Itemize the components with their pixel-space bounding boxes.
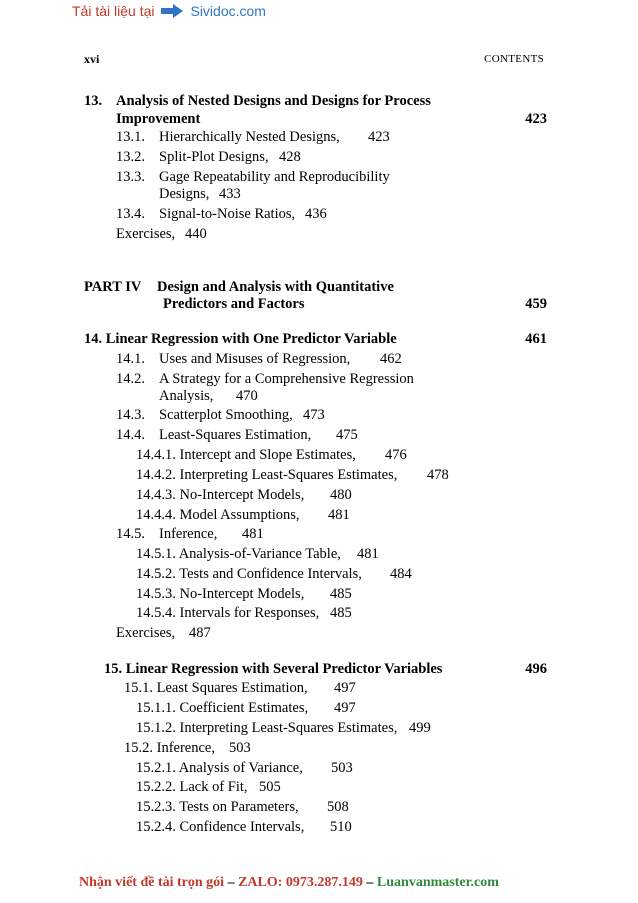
section-13-3-title-line1: Gage Repeatability and Reproducibility — [159, 169, 390, 185]
section-14-2-number: 14.2. — [116, 371, 145, 387]
footer-site-link[interactable]: Luanvanmaster.com — [376, 875, 499, 890]
part-4-label: PART IV — [84, 279, 142, 295]
section-13-1-number: 13.1. — [116, 129, 145, 145]
section-13-2-number: 13.2. — [116, 149, 145, 165]
subsection-15-1-1-page: 497 — [334, 700, 356, 716]
chapter-13-exercises-page: 440 — [185, 226, 207, 242]
chapter-14-title: 14. Linear Regression with One Predictor Variable — [84, 331, 397, 347]
chapter-14-page: 461 — [525, 331, 547, 347]
subsection-14-5-2: 14.5.2. Tests and Confidence Intervals, — [136, 566, 362, 582]
subsection-14-4-4: 14.4.4. Model Assumptions, — [136, 507, 300, 523]
section-15-1-page: 497 — [334, 680, 356, 696]
subsection-15-2-4-page: 510 — [330, 819, 352, 835]
section-13-3-number: 13.3. — [116, 169, 145, 185]
running-header: CONTENTS — [484, 53, 544, 65]
footer-separator-1: – — [224, 875, 239, 890]
part-4-page: 459 — [525, 296, 547, 312]
part-4-title-line2: Predictors and Factors — [163, 296, 305, 312]
section-14-5-page: 481 — [242, 526, 264, 542]
subsection-15-2-3: 15.2.3. Tests on Parameters, — [136, 799, 299, 815]
section-14-3-page: 473 — [303, 407, 325, 423]
subsection-14-5-2-page: 484 — [390, 566, 412, 582]
subsection-15-2-2-page: 505 — [259, 779, 281, 795]
section-13-2-page: 428 — [279, 149, 301, 165]
section-15-2: 15.2. Inference, — [124, 740, 215, 756]
section-13-3-title-line2: Designs, — [159, 186, 210, 202]
chapter-14-exercises-label: Exercises, — [116, 625, 176, 641]
subsection-15-2-4: 15.2.4. Confidence Intervals, — [136, 819, 305, 835]
subsection-14-4-1-page: 476 — [385, 447, 407, 463]
section-14-1-page: 462 — [380, 351, 402, 367]
section-14-1-title: Uses and Misuses of Regression, — [159, 351, 351, 367]
section-14-3-number: 14.3. — [116, 407, 145, 423]
page-number-roman: xvi — [84, 52, 100, 66]
section-13-1-title: Hierarchically Nested Designs, — [159, 129, 340, 145]
chapter-13-title-line2: Improvement — [116, 111, 201, 127]
section-13-2-title: Split-Plot Designs, — [159, 149, 269, 165]
section-13-3-page: 433 — [219, 186, 241, 202]
section-14-3-title: Scatterplot Smoothing, — [159, 407, 293, 423]
section-14-4-page: 475 — [336, 427, 358, 443]
section-14-4-number: 14.4. — [116, 427, 145, 443]
section-15-1: 15.1. Least Squares Estimation, — [124, 680, 308, 696]
subsection-14-5-4: 14.5.4. Intervals for Responses, — [136, 605, 320, 621]
section-14-2-page: 470 — [236, 388, 258, 404]
subsection-15-2-2: 15.2.2. Lack of Fit, — [136, 779, 248, 795]
download-banner[interactable] — [72, 2, 266, 20]
section-14-2-title-line1: A Strategy for a Comprehensive Regression — [159, 371, 414, 387]
subsection-15-2-3-page: 508 — [327, 799, 349, 815]
footer-service-text: Nhận viết đề tài trọn gói — [79, 875, 225, 890]
subsection-15-1-1: 15.1.1. Coefficient Estimates, — [136, 700, 309, 716]
section-14-2-title-line2: Analysis, — [159, 388, 214, 404]
footer-zalo-contact[interactable]: ZALO: 0973.287.149 — [238, 875, 363, 890]
part-4-title-line1: Design and Analysis with Quantitative — [157, 279, 394, 295]
subsection-14-5-1-page: 481 — [357, 546, 379, 562]
subsection-15-1-2: 15.1.2. Interpreting Least-Squares Estimates, — [136, 720, 398, 736]
subsection-14-5-3: 14.5.3. No-Intercept Models, — [136, 586, 305, 602]
chapter-13-exercises-label: Exercises, — [116, 226, 176, 242]
footer-banner[interactable] — [79, 875, 499, 891]
subsection-14-4-4-page: 481 — [328, 507, 350, 523]
chapter-13-number: 13. — [84, 93, 103, 109]
section-13-4-page: 436 — [305, 206, 327, 222]
chapter-15-title: 15. Linear Regression with Several Predictor Variables — [104, 661, 443, 677]
arrow-right-icon — [160, 4, 184, 18]
section-13-4-number: 13.4. — [116, 206, 145, 222]
chapter-15-page: 496 — [525, 661, 547, 677]
subsection-15-1-2-page: 499 — [409, 720, 431, 736]
subsection-14-4-2: 14.4.2. Interpreting Least-Squares Estimates, — [136, 467, 398, 483]
section-15-2-page: 503 — [229, 740, 251, 756]
section-14-5-title: Inference, — [159, 526, 218, 542]
subsection-14-4-2-page: 478 — [427, 467, 449, 483]
subsection-15-2-1-page: 503 — [331, 760, 353, 776]
subsection-14-5-1: 14.5.1. Analysis-of-Variance Table, — [136, 546, 341, 562]
subsection-14-4-1: 14.4.1. Intercept and Slope Estimates, — [136, 447, 356, 463]
banner-prefix: Tải tài liệu tại — [72, 3, 155, 19]
chapter-13-title-line1: Analysis of Nested Designs and Designs for Process — [116, 93, 431, 109]
banner-site-link[interactable]: Sividoc.com — [190, 3, 266, 19]
subsection-14-4-3: 14.4.3. No-Intercept Models, — [136, 487, 305, 503]
subsection-14-5-3-page: 485 — [330, 586, 352, 602]
subsection-14-5-4-page: 485 — [330, 605, 352, 621]
subsection-15-2-1: 15.2.1. Analysis of Variance, — [136, 760, 303, 776]
footer-separator-2: – — [362, 875, 377, 890]
section-13-1-page: 423 — [368, 129, 390, 145]
section-14-1-number: 14.1. — [116, 351, 145, 367]
section-14-4-title: Least-Squares Estimation, — [159, 427, 312, 443]
chapter-14-exercises-page: 487 — [189, 625, 211, 641]
section-13-4-title: Signal-to-Noise Ratios, — [159, 206, 296, 222]
chapter-13-page: 423 — [525, 111, 547, 127]
section-14-5-number: 14.5. — [116, 526, 145, 542]
subsection-14-4-3-page: 480 — [330, 487, 352, 503]
